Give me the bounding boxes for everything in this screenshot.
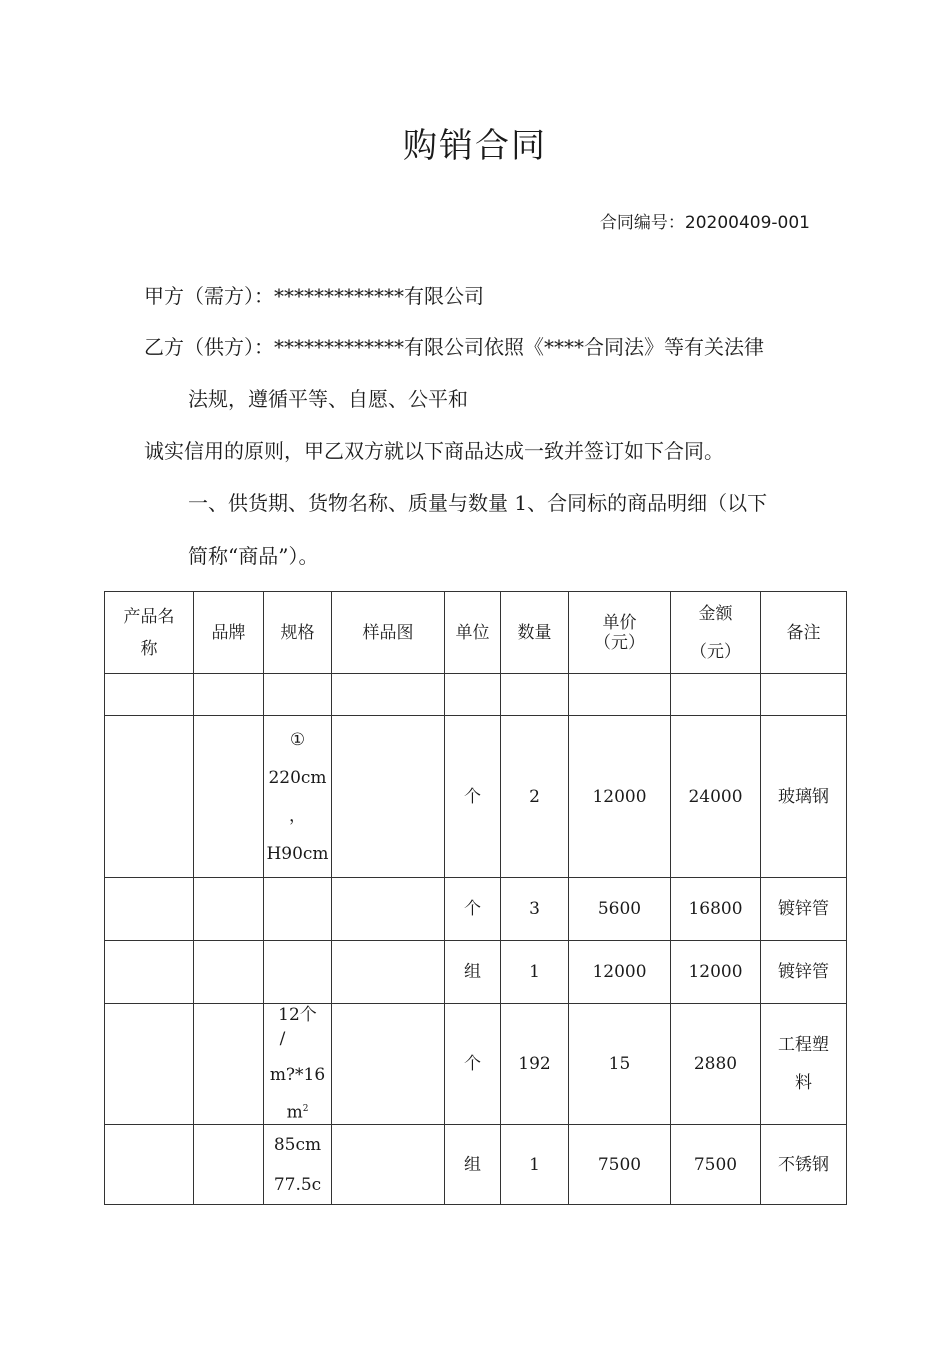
header-price: 单价 （元） bbox=[569, 592, 671, 674]
header-qty: 数量 bbox=[501, 592, 569, 674]
party-b: 乙方（供方）：*************有限公司依照《****合同法》等有关法律 bbox=[144, 335, 764, 359]
principle-text: 诚实信用的原则，甲乙双方就以下商品达成一致并签订如下合同。 bbox=[144, 439, 724, 463]
document-title: 购销合同 bbox=[403, 126, 547, 166]
qty-cell: 192 bbox=[501, 1004, 569, 1125]
section-1-heading-continued: 简称“商品”）。 bbox=[188, 544, 319, 568]
spec-cell: 85cm 77.5c bbox=[264, 1125, 332, 1205]
remark-cell: 镀锌管 bbox=[761, 941, 847, 1004]
qty-cell: 3 bbox=[501, 878, 569, 941]
amount-cell: 16800 bbox=[671, 878, 761, 941]
unit-cell: 个 bbox=[445, 1004, 501, 1125]
party-b-continued: 法规，遵循平等、自愿、公平和 bbox=[188, 387, 468, 411]
table-row bbox=[105, 1125, 847, 1205]
qty-cell: 1 bbox=[501, 1125, 569, 1205]
price-cell: 5600 bbox=[569, 878, 671, 941]
qty-cell: 2 bbox=[501, 716, 569, 878]
remark-cell: 镀锌管 bbox=[761, 878, 847, 941]
header-spec: 规格 bbox=[264, 592, 332, 674]
unit-cell: 个 bbox=[445, 716, 501, 878]
price-cell: 12000 bbox=[569, 941, 671, 1004]
unit-cell: 组 bbox=[445, 1125, 501, 1205]
contract-number: 合同编号：20200409-001 bbox=[599, 213, 810, 233]
amount-cell: 7500 bbox=[671, 1125, 761, 1205]
price-cell: 15 bbox=[569, 1004, 671, 1125]
header-remark: 备注 bbox=[761, 592, 847, 674]
spec-cell: ① 220cm ， H90cm bbox=[264, 716, 332, 878]
section-1-heading: 一、供货期、货物名称、质量与数量 1、合同标的商品明细（以下 bbox=[188, 491, 768, 515]
qty-cell: 1 bbox=[501, 941, 569, 1004]
table-row-empty bbox=[105, 674, 847, 716]
header-brand: 品牌 bbox=[194, 592, 264, 674]
remark-cell: 玻璃钢 bbox=[761, 716, 847, 878]
unit-cell: 个 bbox=[445, 878, 501, 941]
amount-cell: 12000 bbox=[671, 941, 761, 1004]
table-row bbox=[105, 878, 847, 941]
spec-cell: 12个 / m?*16 $m^2$ bbox=[264, 1004, 332, 1125]
header-unit: 单位 bbox=[445, 592, 501, 674]
table-header-row bbox=[105, 592, 847, 674]
party-a: 甲方（需方）：*************有限公司 bbox=[144, 284, 484, 308]
unit-cell: 组 bbox=[445, 941, 501, 1004]
goods-table bbox=[104, 591, 847, 1205]
header-sample: 样品图 bbox=[332, 592, 445, 674]
amount-cell: 2880 bbox=[671, 1004, 761, 1125]
remark-cell: 不锈钢 bbox=[761, 1125, 847, 1205]
header-amount: 金额 （元） bbox=[671, 592, 761, 674]
price-cell: 12000 bbox=[569, 716, 671, 878]
table-row bbox=[105, 716, 847, 878]
header-product-name: 产品名 称 bbox=[105, 592, 194, 674]
table-row bbox=[105, 941, 847, 1004]
amount-cell: 24000 bbox=[671, 716, 761, 878]
remark-cell: 工程塑 料 bbox=[761, 1004, 847, 1125]
price-cell: 7500 bbox=[569, 1125, 671, 1205]
table-row bbox=[105, 1004, 847, 1125]
